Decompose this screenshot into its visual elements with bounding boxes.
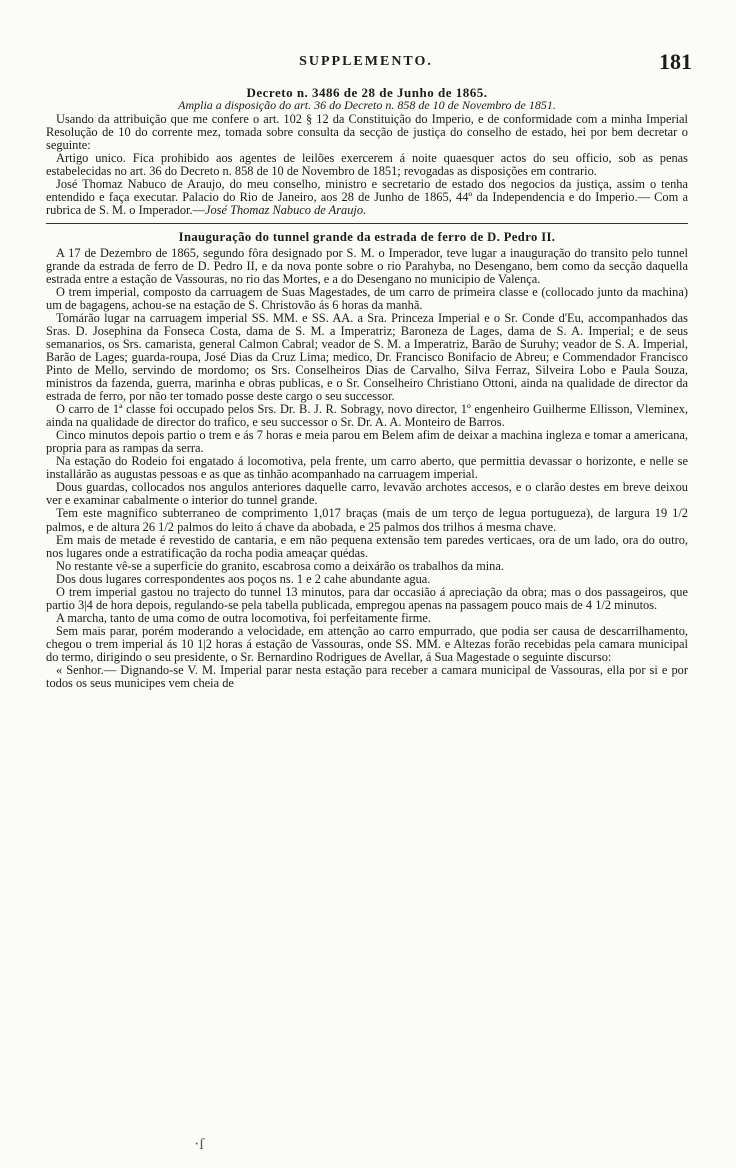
paragraph: Na estação do Rodeio foi engatado á locomotiva, pela frente, um carro aberto, que permittia devassar o horizonte, e nelle se installárão as augustas pessoas e as que as tinhão acompanhado na carruagem imperial. — [46, 454, 688, 482]
paragraph: A 17 de Dezembro de 1865, segundo fôra designado por S. M. o Imperador, teve lugar a inauguração do transito pelo tunnel grande da estrada de ferro de D. Pedro II, e da nova ponte sobre o rio Parahyba, no Desengano, bem como da secção daquella estrada entre a estação de Vassouras, no rio das Mortes, e a do Desengano no municipio de Valença. — [46, 245, 688, 286]
paragraph: Tem este magnifico subterraneo de comprimento 1,017 braças (mais de um terço de legua portugueza), de largura 19 1/2 palmos, e de altura 26 1/2 palmos do leito á chave da abobada, e 25 palmos dos trilhos á mesma chave. — [46, 506, 688, 534]
paragraph: No restante vê-se a superficie do granito, escabrosa como a deixárão os trabalhos da mina. — [56, 558, 504, 573]
paragraph: « Senhor.— Dignando-se V. M. Imperial parar nesta estação para receber a camara municipal de Vassouras, ella por si e por todos os seus municipes vem cheia de — [46, 663, 688, 691]
decree-title: Decreto n. 3486 de 28 de Junho de 1865. — [246, 85, 488, 100]
decree-closing-text: José Thomaz Nabuco de Araujo, do meu conselho, ministro e secretario de estado dos negocios da justiça, assim o tenha entendido e faça executar. Palacio do Rio de Janeiro, aos 28 de Junho de 1865, 44º da Independencia e do Imperio.— Com a rubrica de S. M. o Imperador.— — [46, 177, 688, 218]
decree-subtitle: Amplia a disposição do art. 36 do Decreto n. 858 de 10 de Novembro de 1851. — [178, 98, 556, 113]
footer-mark: ·ſ — [194, 1136, 204, 1153]
paragraph: O carro de 1ª classe foi occupado pelos Srs. Dr. B. J. R. Sobragy, novo director, 1º engenheiro Guilherme Ellisson, Vleminex, ainda na qualidade de director do trafico, e seu successor o Sr. Dr. A. A. Monteiro de Barros. — [46, 402, 688, 430]
paragraph: Dous guardas, collocados nos angulos anteriores daquelle carro, levavão archotes accesos, e o clarão destes em breve deixou ver e examinar cabalmente o interior do tunnel grande. — [46, 480, 688, 508]
running-title: SUPPLEMENTO. — [299, 54, 433, 69]
decree-signature: José Thomaz Nabuco de Araujo. — [204, 203, 367, 218]
decree-section — [46, 86, 688, 217]
paragraph: Em mais de metade é revestido de cantaria, e em não pequena extensão tem paredes verticaes, ora de um lado, ora do outro, nos lugares onde a estratificação da rocha podia ameaçar quédas. — [46, 532, 688, 560]
paragraph: Sem mais parar, porém moderando a velocidade, em attenção ao carro empurrado, que podia ser causa de descarrilhamento, chegou o trem imperial ás 10 1|2 horas á estação de Vassouras, onde SS. MM. e Altezas forão recebidas pela camara municipal do termo, dirigindo o seu presidente, o Sr. Bernardino Rodrigues de Avellar, á Sua Magestade o seguinte discurso: — [46, 623, 688, 664]
page-body — [46, 86, 688, 690]
inauguration-section — [46, 231, 688, 690]
paragraph: A marcha, tanto de uma como de outra locomotiva, foi perfeitamente firme. — [56, 610, 432, 625]
paragraph: O trem imperial gastou no trajecto do tunnel 13 minutos, para dar occasião á apreciação da obra; mas o dos passageiros, que partio 3|4 de hora depois, regulando-se pela tabella publicada, empregou apenas na passagem pouco mais de 4 1/2 minutos. — [46, 584, 688, 612]
decree-article: Artigo unico. Fica prohibido aos agentes de leilões exercerem á noite quaesquer actos do seu officio, sob as penas estabelecidas no art. 36 do Decreto n. 858 de 10 de Novembro de 1851; revogadas as disposições em contrario. — [46, 151, 688, 179]
paragraph: Cinco minutos depois partio o trem e ás 7 horas e meia parou em Belem afim de deixar a machina ingleza e tomar a americana, propria para as rampas da serra. — [46, 428, 688, 456]
page-header — [40, 49, 692, 76]
decree-closing — [46, 178, 688, 217]
page-number: 181 — [659, 49, 692, 74]
section-divider — [46, 223, 688, 224]
decree-paragraph: Usando da attribuição que me confere o art. 102 § 12 da Constituição do Imperio, e de conformidade com a minha Imperial Resolução de 10 do corrente mez, tomada sobre consulta da secção de justiça do conselho de estado, hei por bem decretar o seguinte: — [46, 112, 688, 153]
paragraph: O trem imperial, composto da carruagem de Suas Magestades, de um carro de primeira classe e (collocado junto da machina) um de bagagens, achou-se na estação de S. Christovão ás 6 horas da manhã. — [46, 284, 688, 312]
paragraph: Tomárão lugar na carruagem imperial SS. MM. e SS. AA. a Sra. Princeza Imperial e o Sr. Conde d'Eu, accompanhados das Sras. D. Josephina da Fonseca Costa, dama de S. M. a Imperatriz; Baroneza de Lages, dama de S. A. Imperial; e de seus semanarios, os Srs. camarista, general Calmon Cabral; veador de S. M. a Imperatriz, Barão de Suruhy; veador de S. A. Imperial, Barão de Lages; guarda-roupa, José Dias da Cruz Lima; medico, Dr. Francisco Bonifacio de Abreu; e Commendador Francisco Pinto de Mello, servindo de mordomo; os Srs. Conselheiros Dias de Carvalho, Silva Ferraz, Silveira Lobo e Paula Souza, ministros da fazenda, guerra, marinha e obras publicas, e o Sr. Conselheiro Christiano Ottoni, ainda na qualidade de director da estrada de ferro, por não ter tomado posse deste cargo o seu successor. — [46, 310, 688, 404]
inauguration-title: Inauguração do tunnel grande da estrada de ferro de D. Pedro II. — [178, 230, 556, 245]
paragraph: Dos dous lugares correspondentes aos poços ns. 1 e 2 cahe abundante agua. — [56, 571, 431, 586]
